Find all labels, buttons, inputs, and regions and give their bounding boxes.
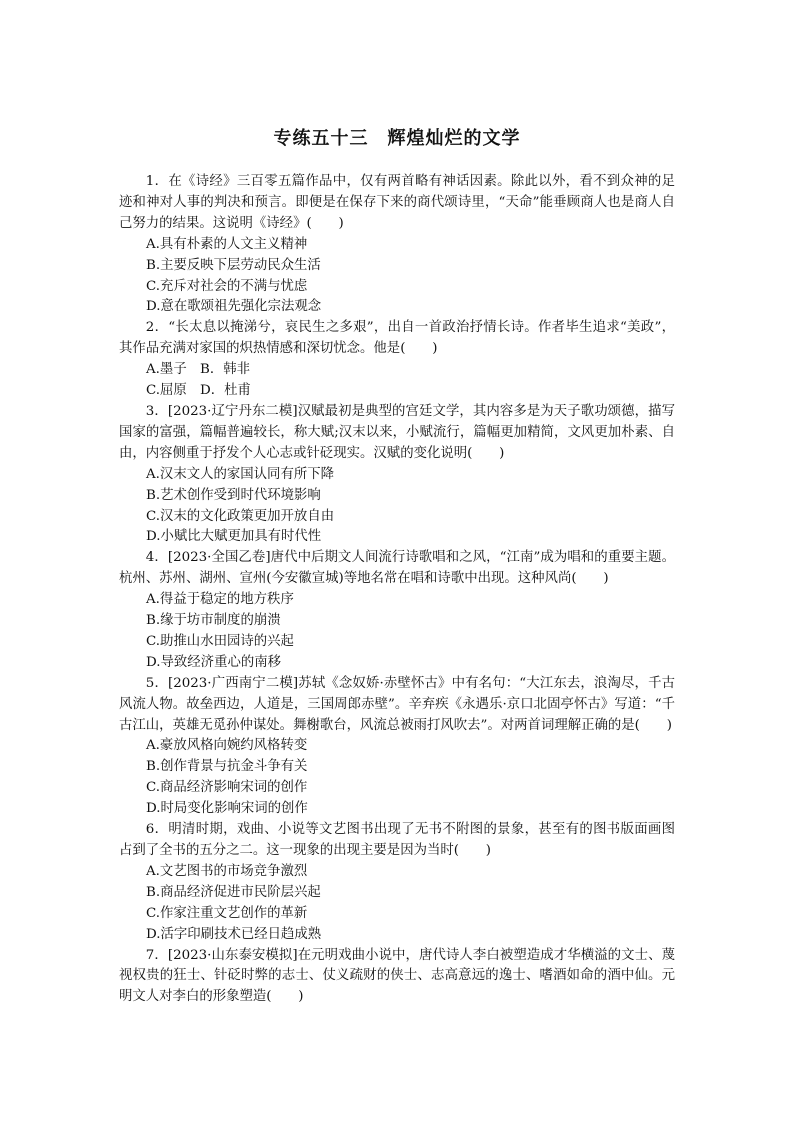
question-5-option-c: C.商品经济影响宋词的创作 (146, 780, 308, 796)
page-title: 专练五十三 辉煌灿烂的文学 (273, 128, 521, 149)
question-4-stem: 4．[2023·全国乙卷]唐代中后期文人间流行诗歌唱和之风，“江南”成为唱和的重要主题。杭州、苏州、湖州、宣州(今安徽宣城)等地名常在唱和诗歌中出现。这种风尚( ) (119, 550, 675, 587)
question-5-option-a: A.豪放风格向婉约风格转变 (146, 738, 308, 754)
question-1-option-b: B.主要反映下层劳动民众生活 (146, 257, 321, 273)
question-3-option-b: B.艺术创作受到时代环境影响 (146, 487, 321, 503)
question-6-option-b: B.商品经济促进市民阶层兴起 (146, 884, 321, 900)
question-list (119, 172, 675, 1008)
question-5-stem: 5．[2023·广西南宁二模]苏轼《念奴娇·赤壁怀古》中有名句：“大江东去，浪淘尽，千古风流人物。故垒西边，人道是，三国周郎赤壁”。辛弃疾《永遇乐·京口北固亭怀古》写道：“千古江山，英雄无觅孙仲谋处。舞榭歌台，风流总被雨打风吹去”。对两首词理解正确的是( ) (119, 675, 675, 733)
question-5-option-b: B.创作背景与抗金斗争有关 (146, 759, 308, 775)
question-4-option-d: D.导致经济重心的南移 (146, 654, 282, 670)
question-1-option-d: D.意在歌颂祖先强化宗法观念 (146, 299, 322, 315)
question-4-option-a: A.得益于稳定的地方秩序 (146, 592, 294, 608)
question-5-option-d: D.时局变化影响宋词的创作 (146, 801, 308, 817)
question-2-option-b: B．韩非 (200, 362, 251, 378)
question-7-stem: 7．[2023·山东泰安模拟]在元明戏曲小说中，唐代诗人李白被塑造成才华横溢的文士、蔑视权贵的狂士、针砭时弊的志士、仗义疏财的侠士、志高意远的逸士、嗜酒如命的酒中仙。元明文人对李白的形象塑造( ) (119, 947, 675, 1005)
question-2-stem: 2．“长太息以掩涕兮，哀民生之多艰”，出自一首政治抒情长诗。作者毕生追求“美政”，其作品充满对家国的炽热情感和深切忧念。他是( ) (119, 320, 675, 357)
question-2-option-a: A.墨子 (146, 362, 187, 378)
question-6-option-c: C.作家注重文艺创作的革新 (146, 905, 308, 921)
question-1-stem: 1．在《诗经》三百零五篇作品中，仅有两首略有神话因素。除此以外，看不到众神的足迹和神对人事的判决和预言。即便是在保存下来的商代颂诗里，“天命”能垂顾商人也是商人自己努力的结果。这说明《诗经》( ) (119, 174, 675, 231)
question-2-options-row-2 (119, 381, 675, 402)
question-1-option-a: A.具有朴素的人文主义精神 (146, 236, 308, 252)
question-4-option-b: B.缘于坊市制度的崩溃 (146, 613, 281, 629)
question-3-option-c: C.汉末的文化政策更加开放自由 (146, 508, 335, 524)
question-2-options-row-1 (119, 360, 675, 381)
question-4-option-c: C.助推山水田园诗的兴起 (146, 633, 294, 649)
question-1-option-c: C.充斥对社会的不满与忧虑 (146, 278, 308, 294)
question-2-option-c: C.屈原 (146, 383, 187, 399)
question-6-option-a: A.文艺图书的市场竞争激烈 (146, 863, 308, 879)
question-2-option-d: D．杜甫 (200, 383, 251, 399)
question-6-option-d: D.活字印刷技术已经日趋成熟 (146, 926, 322, 942)
question-3-stem: 3．[2023·辽宁丹东二模]汉赋最初是典型的宫廷文学，其内容多是为天子歌功颂德，描写国家的富强，篇幅普遍较长，称大赋;汉末以来，小赋流行，篇幅更加精简，文风更加朴素、自由，内容侧重于抒发个人心志或针砭现实。汉赋的变化说明( ) (119, 403, 675, 461)
question-6-stem: 6．明清时期，戏曲、小说等文艺图书出现了无书不附图的景象，甚至有的图书版面画图占到了全书的五分之二。这一现象的出现主要是因为当时( ) (119, 822, 675, 858)
question-3-option-a: A.汉末文人的家国认同有所下降 (146, 466, 335, 482)
question-3-option-d: D.小赋比大赋更加具有时代性 (146, 529, 322, 545)
